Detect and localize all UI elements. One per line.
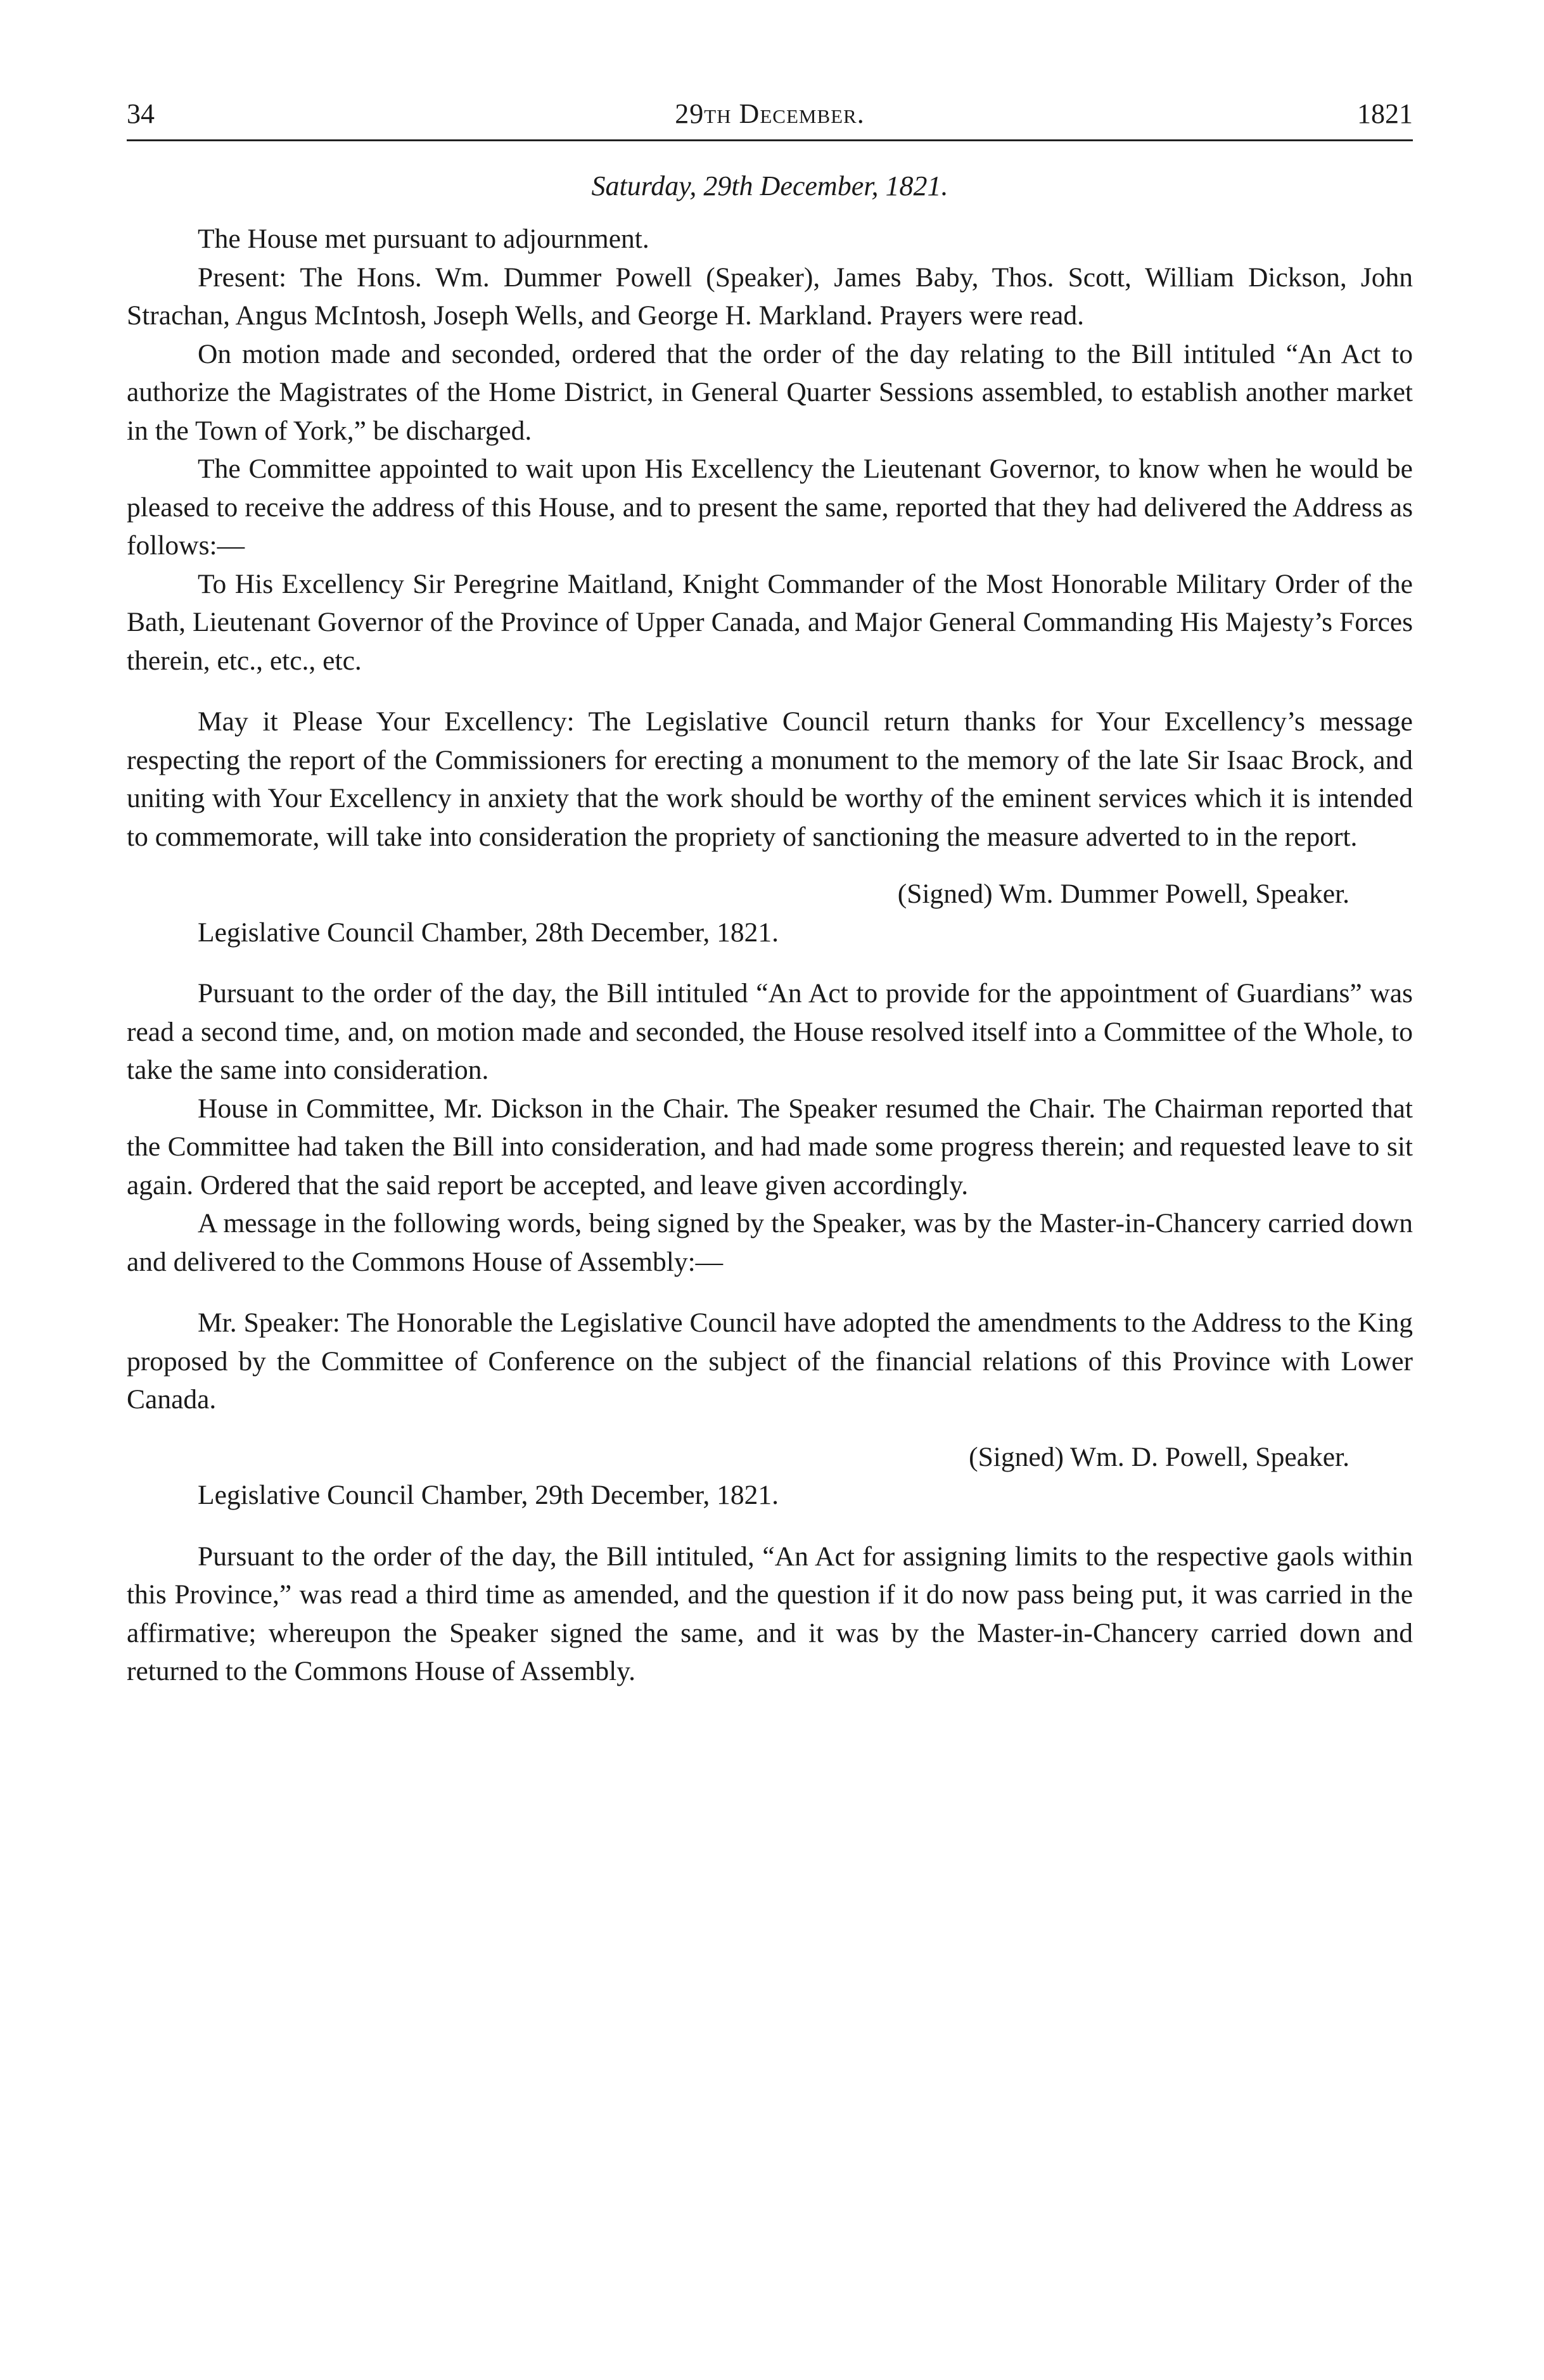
header-title: 29th December.: [675, 98, 865, 129]
running-header: [127, 95, 1413, 141]
paragraph-adjournment: The House met pursuant to adjournment.: [198, 224, 649, 254]
paragraph-present: Present: The Hons. Wm. Dummer Powell (Speaker), James Baby, Thos. Scott, William Dickson, John Strachan, Angus McIntosh, Joseph Wells, and George H. Markland. Prayers were read.: [127, 262, 1413, 331]
paragraph-house-in-committee: House in Committee, Mr. Dickson in the Chair. The Speaker resumed the Chair. The Chairman reported that the Committee had taken the Bill into consideration, and had made some progress therein; and requested leave to sit again. Ordered that the said report be accepted, and leave given accordingly.: [127, 1093, 1413, 1200]
paragraph-guardians-bill: Pursuant to the order of the day, the Bill intituled “An Act to provide for the appointment of Guardians” was read a second time, and, on motion made and seconded, the House resolved itself into a Committee of the Whole, to take the same into consideration.: [127, 978, 1413, 1085]
paragraph-mr-speaker: Mr. Speaker: The Honorable the Legislative Council have adopted the amendments to the Address to the King proposed by the Committee of Conference on the subject of the financial relations of this Province with Lower Canada.: [127, 1308, 1413, 1415]
paragraph-address-salutation: To His Excellency Sir Peregrine Maitland, Knight Commander of the Most Honorable Military Order of the Bath, Lieutenant Governor of the Province of Upper Canada, and Major General Commanding His Majesty’s Forces therein, etc., etc., etc.: [127, 568, 1413, 676]
paragraph-committee-report: The Committee appointed to wait upon His Excellency the Lieutenant Governor, to know when he would be pleased to receive the address of this House, and to present the same, reported that they had delivered the Address as follows:—: [127, 454, 1413, 561]
header-year: 1821: [1357, 98, 1413, 129]
journal-body: [127, 220, 1413, 1691]
document-page: [127, 95, 1413, 1691]
signature-powell-2: (Signed) Wm. D. Powell, Speaker.: [969, 1441, 1349, 1472]
paragraph-message: A message in the following words, being signed by the Speaker, was by the Master-in-Chancery carried down and delivered to the Commons House of Assembly:—: [127, 1208, 1413, 1277]
paragraph-address-body: May it Please Your Excellency: The Legislative Council return thanks for Your Excellency’s message respecting the report of the Commissioners for erecting a monument to the memory of the late Sir Isaac Brock, and uniting with Your Excellency in anxiety that the work should be worthy of the eminent services which it is intended to commemorate, will take into consideration the propriety of sanctioning the measure adverted to in the report.: [127, 706, 1413, 852]
signature-powell-1: (Signed) Wm. Dummer Powell, Speaker.: [897, 879, 1349, 909]
chamber-date-29th: Legislative Council Chamber, 29th December, 1821.: [198, 1480, 779, 1510]
page-number: 34: [127, 98, 155, 129]
chamber-date-28th: Legislative Council Chamber, 28th December, 1821.: [198, 917, 779, 948]
paragraph-motion-market: On motion made and seconded, ordered that the order of the day relating to the Bill intituled “An Act to authorize the Magistrates of the Home District, in General Quarter Sessions assembled, to establish another market in the Town of York,” be discharged.: [127, 338, 1413, 446]
paragraph-gaols-bill: Pursuant to the order of the day, the Bill intituled, “An Act for assigning limits to the respective gaols within this Province,” was read a third time as amended, and the question if it do now pass being put, it was carried in the affirmative; whereupon the Speaker signed the same, and it was by the Master-in-Chancery carried down and returned to the Commons House of Assembly.: [127, 1541, 1413, 1686]
session-dateline: Saturday, 29th December, 1821.: [591, 170, 948, 201]
